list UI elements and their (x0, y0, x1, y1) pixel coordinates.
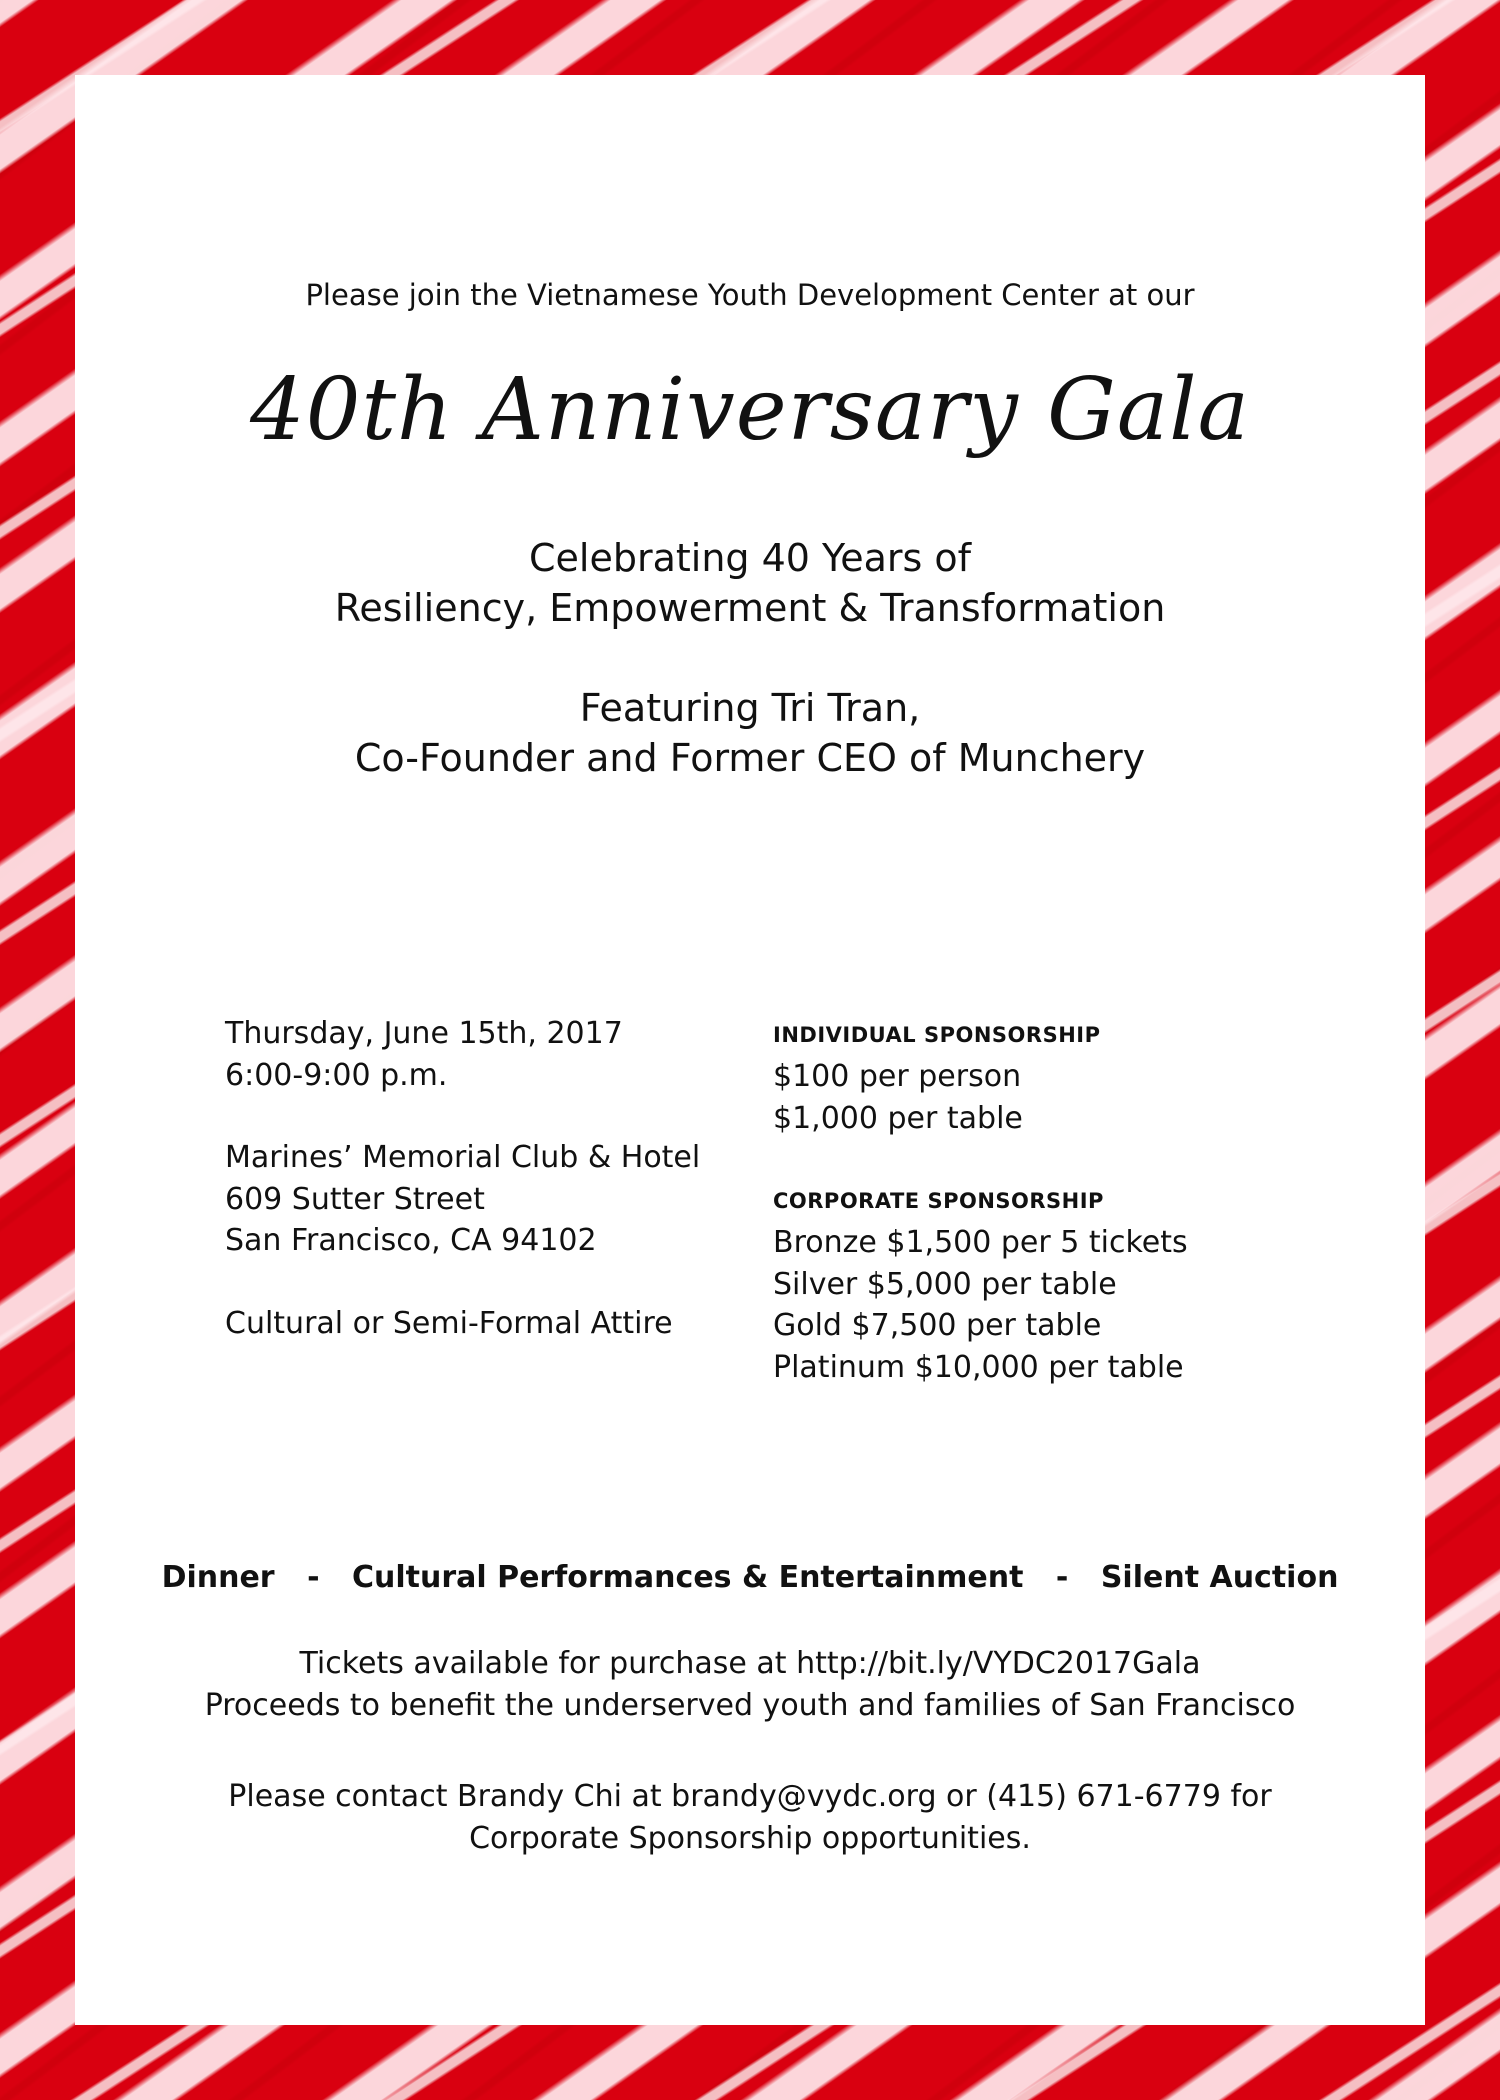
celebrating-line-1: Celebrating 40 Years of (528, 536, 971, 580)
individual-item: $1,000 per table (773, 1100, 1023, 1136)
feature-silent-auction: Silent Auction (1100, 1560, 1339, 1595)
tickets-line-2: Proceeds to benefit the underserved youth and families of San Francisco (204, 1688, 1296, 1723)
individual-sponsorship-heading: INDIVIDUAL SPONSORSHIP (773, 1023, 1101, 1047)
feature-performances: Cultural Performances & Entertainment (351, 1560, 1024, 1595)
feature-separator: - (307, 1560, 320, 1595)
corporate-item: Gold $7,500 per table (773, 1308, 1102, 1343)
features-line (75, 1560, 1425, 1595)
event-attire: Cultural or Semi-Formal Attire (225, 1305, 673, 1341)
featuring-block (75, 683, 1425, 783)
event-street: 609 Sutter Street (225, 1181, 485, 1217)
corporate-item: Platinum $10,000 per table (773, 1349, 1184, 1385)
tickets-line-1: Tickets available for purchase at http://bit.ly/VYDC2017Gala (299, 1646, 1201, 1681)
corporate-item: Bronze $1,500 per 5 tickets (773, 1225, 1188, 1260)
event-city: San Francisco, CA 94102 (225, 1223, 597, 1258)
event-details (225, 1013, 705, 1344)
sponsorship-details (773, 1015, 1313, 1388)
featuring-line-2: Co-Founder and Former CEO of Munchery (354, 736, 1146, 780)
intro-text: Please join the Vietnamese Youth Development Center at our (305, 278, 1195, 312)
featuring-line-1: Featuring Tri Tran, (579, 686, 921, 730)
contact-line-1: Please contact Brandy Chi at brandy@vydc.org or (415) 671-6779 for (228, 1779, 1272, 1814)
event-venue: Marines’ Memorial Club & Hotel (225, 1140, 701, 1175)
contact-block (75, 1776, 1425, 1860)
invitation-card (75, 75, 1425, 2025)
corporate-sponsorship-heading: CORPORATE SPONSORSHIP (773, 1189, 1104, 1213)
tickets-block (75, 1643, 1425, 1727)
event-date: Thursday, June 15th, 2017 (225, 1016, 623, 1051)
individual-item: $100 per person (773, 1059, 1022, 1094)
event-time: 6:00-9:00 p.m. (225, 1057, 448, 1093)
corporate-item: Silver $5,000 per table (773, 1266, 1117, 1302)
feature-dinner: Dinner (161, 1560, 275, 1595)
celebrating-block (75, 533, 1425, 633)
feature-separator: - (1055, 1560, 1069, 1595)
contact-line-2: Corporate Sponsorship opportunities. (469, 1821, 1031, 1856)
gala-title: 40th Anniversary Gala (250, 360, 1250, 460)
celebrating-line-2: Resiliency, Empowerment & Transformation (334, 586, 1166, 630)
